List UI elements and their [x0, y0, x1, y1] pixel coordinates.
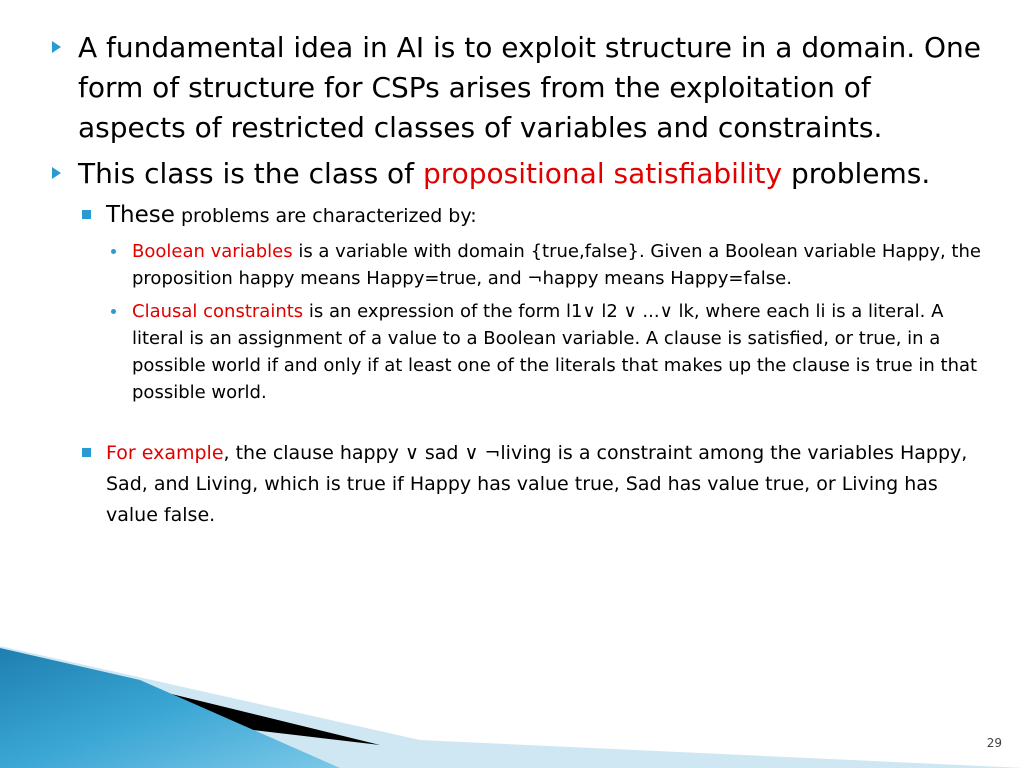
sub-bullet-these	[80, 200, 982, 232]
sub-sub-bullet-clausal-constraints	[106, 298, 982, 406]
square-bullet-icon	[82, 448, 91, 457]
bullet-item-class	[52, 154, 982, 194]
blue-wave-shape	[0, 648, 340, 768]
sub-sub-bullet-boolean-variables	[106, 238, 982, 292]
these-word: These	[106, 202, 175, 228]
arrow-bullet-icon	[52, 41, 61, 53]
clausal-constraints-text: is an expression of the form l1∨ l2 ∨ ...∨ lk, where each li is a literal. A literal is an assignment of a value to a Boolean variable. A clause is satisfied, or true, in a possible world if and only if at least one of the literals that makes up the clause is true in that possible world.	[132, 301, 978, 403]
bullet-text: A fundamental idea in AI is to exploit structure in a domain. One form of structure for CSPs arises from the exploitation of aspects of restricted classes of variables and constraints.	[78, 31, 982, 144]
arrow-bullet-icon	[52, 167, 61, 179]
spacer	[52, 406, 982, 434]
bullet-text-pre: This class is the class of	[78, 157, 423, 190]
these-text: problems are characterized by:	[174, 205, 477, 227]
highlight-boolean-variables: Boolean variables	[132, 241, 293, 262]
dot-bullet-icon	[111, 249, 116, 254]
page-number: 29	[986, 736, 1002, 750]
for-example-text: , the clause happy ∨ sad ∨ ¬living is a constraint among the variables Happy, Sad, and Living, which is true if Happy has value true, Sad has value true, or Living has value false.	[106, 442, 968, 526]
sub-bullet-for-example	[80, 438, 982, 531]
dot-bullet-icon	[111, 309, 116, 314]
bullet-item-fundamental-idea	[52, 28, 982, 148]
highlight-for-example: For example	[106, 442, 224, 464]
bullet-text-post: problems.	[782, 157, 931, 190]
boolean-variables-text: is a variable with domain {true,false}. Given a Boolean variable Happy, the proposition happy means Happy=true, and ¬happy means Happy=false.	[132, 241, 981, 289]
square-bullet-icon	[82, 210, 91, 219]
slide-content	[52, 28, 982, 531]
highlight-propositional-satisfiability: propositional satisfiability	[422, 157, 783, 190]
highlight-clausal-constraints: Clausal constraints	[132, 301, 304, 322]
